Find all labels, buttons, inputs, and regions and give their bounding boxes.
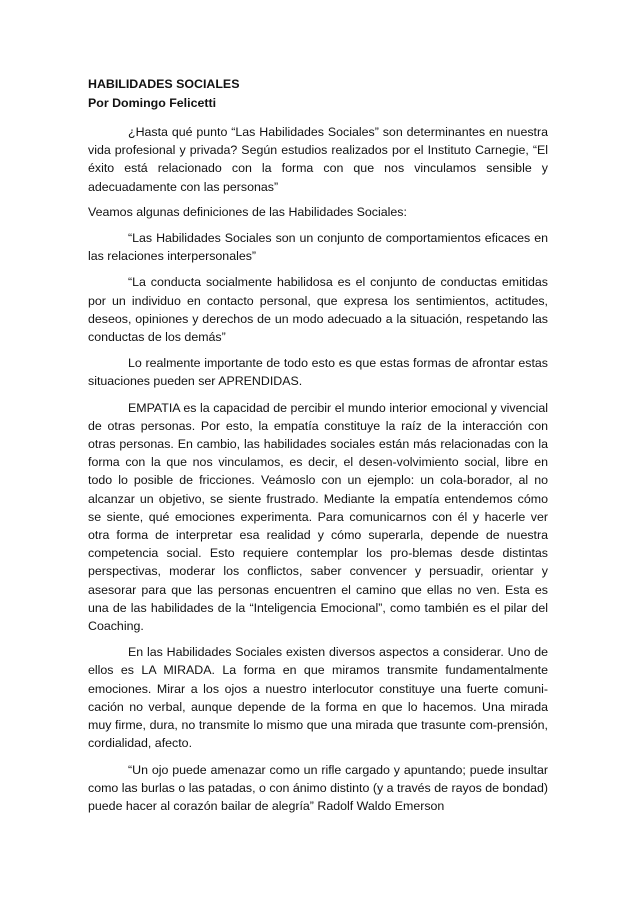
paragraph-definition-1: “Las Habilidades Sociales son un conjunto de comportamientos eficaces en las relaciones interpersonales” bbox=[88, 231, 548, 264]
paragraph-definition-2: “La conducta socialmente habilidosa es el conjunto de conductas emitidas por un individuo en contacto personal, que expresa los sentimientos, actitudes, deseos, opiniones y derechos de un modo adecuado a la situación, respetando las conductas de los demás” bbox=[88, 275, 548, 345]
paragraph-empatia: EMPATIA es la capacidad de percibir el mundo interior emocional y vivencial de otras personas. Por esto, la empatía constituye la raíz de la interacción con otras personas. En cambio, las habilidades sociales están más relacionadas con la forma con la que nos vinculamos, es decir, el desen-volvimiento social, libre en todo lo posible de fricciones. Veámoslo con un ejemplo: un cola-borador, al no alcanzar un objetivo, se siente frustrado. Mediante la empatía entendemos cómo se siente, qué emociones experimenta. Para comunicarnos con él y hacerle ver otra forma de interpretar esa realidad y cómo superarla, depende de nuestra competencia social. Esto requiere contemplar los pro-blemas desde distintas perspectivas, moderar los conflictos, saber convencer y persuadir, orientar y asesorar para que las personas encuentren el camino que ellas no ven. Esta es una de las habilidades de la “Inteligencia Emocional”, como también es el pilar del Coaching. bbox=[88, 400, 548, 634]
paragraph-intro: ¿Hasta qué punto “Las Habilidades Sociales” son determinantes en nuestra vida profesional y privada? Según estudios realizados por el Instituto Carnegie, “El éxito está relacionado con la forma con que nos vinculamos sensible y adecuadamente con las personas” bbox=[88, 125, 548, 194]
paragraph-aprendidas: Lo realmente importante de todo esto es que estas formas de afrontar estas situaciones pueden ser APRENDIDAS. bbox=[88, 356, 548, 389]
paragraph-definitions-lead: Veamos algunas definiciones de las Habilidades Sociales: bbox=[88, 204, 407, 219]
document-title: HABILIDADES SOCIALES bbox=[88, 77, 240, 91]
paragraph-mirada: En las Habilidades Sociales existen diversos aspectos a considerar. Uno de ellos es LA MIRADA. La forma en que miramos transmite fundamentalmente emociones. Mirar a los ojos a nuestro interlocutor constituye una fuerte comuni-cación no verbal, aunque depende de la forma en que lo hacemos. Una mirada muy firme, dura, no transmite lo mismo que una mirada que trasunte com-prensión, cordialidad, afecto. bbox=[88, 645, 548, 751]
document-author: Por Domingo Felicetti bbox=[88, 96, 217, 110]
paragraph-quote: “Un ojo puede amenazar como un rifle cargado y apuntando; puede insultar como las burlas o las patadas, o con ánimo distinto (y a través de rayos de bondad) puede hacer al corazón bailar de alegría” Radolf Waldo Emerson bbox=[88, 762, 548, 813]
